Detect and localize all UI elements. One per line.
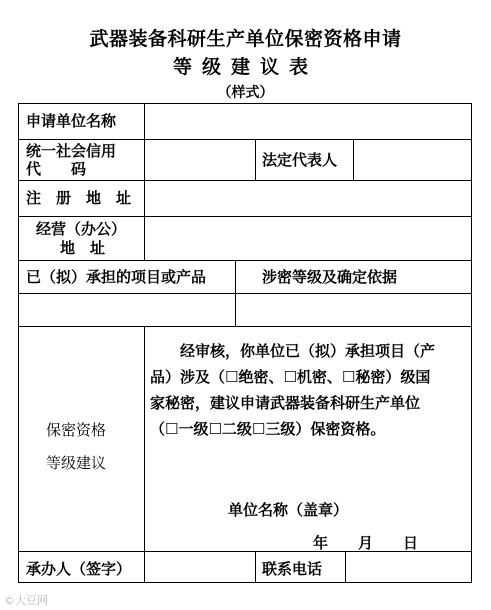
col-divider — [235, 260, 236, 326]
row-divider — [18, 216, 472, 217]
row-divider — [18, 139, 472, 140]
col-divider — [144, 326, 145, 583]
credit-code-label-2: 代 码 — [26, 160, 87, 178]
recommend-label: 保密资格 — [46, 421, 107, 439]
col-divider — [353, 139, 354, 180]
form-title: 武器装备科研生产单位保密资格申请 — [89, 28, 402, 50]
review-statement: 经审核，你单位已（拟）承担项目（产品）涉及（☐绝密、☐机密、☐秘密）级国家秘密，建议申请武器装备科研生产单位（☐一级☐二级☐三级）保密资格。 — [150, 342, 436, 438]
form-subtitle: （样式） — [217, 85, 274, 101]
watermark: ©大豆网 — [4, 594, 48, 607]
recommend-label-2: 等级建议 — [46, 454, 107, 472]
biz-address-label: 经营（办公） — [36, 220, 127, 238]
reg-address-label: 注 册 地 址 — [26, 189, 132, 207]
applicant-name-label: 申请单位名称 — [26, 112, 117, 130]
row-divider — [18, 260, 472, 261]
row-divider — [18, 293, 472, 294]
col-divider — [345, 551, 346, 583]
legal-rep-label: 法定代表人 — [262, 151, 338, 169]
date-label: 年 月 日 — [313, 534, 419, 552]
seal-label: 单位名称（盖章） — [228, 501, 349, 519]
row-divider — [18, 326, 472, 327]
handler-label: 承办人（签字） — [26, 560, 132, 578]
biz-address-label-2: 地 址 — [60, 239, 106, 257]
row-divider — [18, 180, 472, 181]
col-divider — [255, 551, 256, 583]
credit-code-label: 统一社会信用 — [26, 142, 117, 160]
secret-level-label: 涉密等级及确定依据 — [262, 268, 398, 286]
col-divider — [144, 103, 145, 260]
phone-label: 联系电话 — [262, 560, 323, 578]
projects-label: 已（拟）承担的项目或产品 — [26, 268, 207, 286]
form-title-line2: 等级建议表 — [172, 56, 318, 78]
col-divider — [255, 139, 256, 180]
